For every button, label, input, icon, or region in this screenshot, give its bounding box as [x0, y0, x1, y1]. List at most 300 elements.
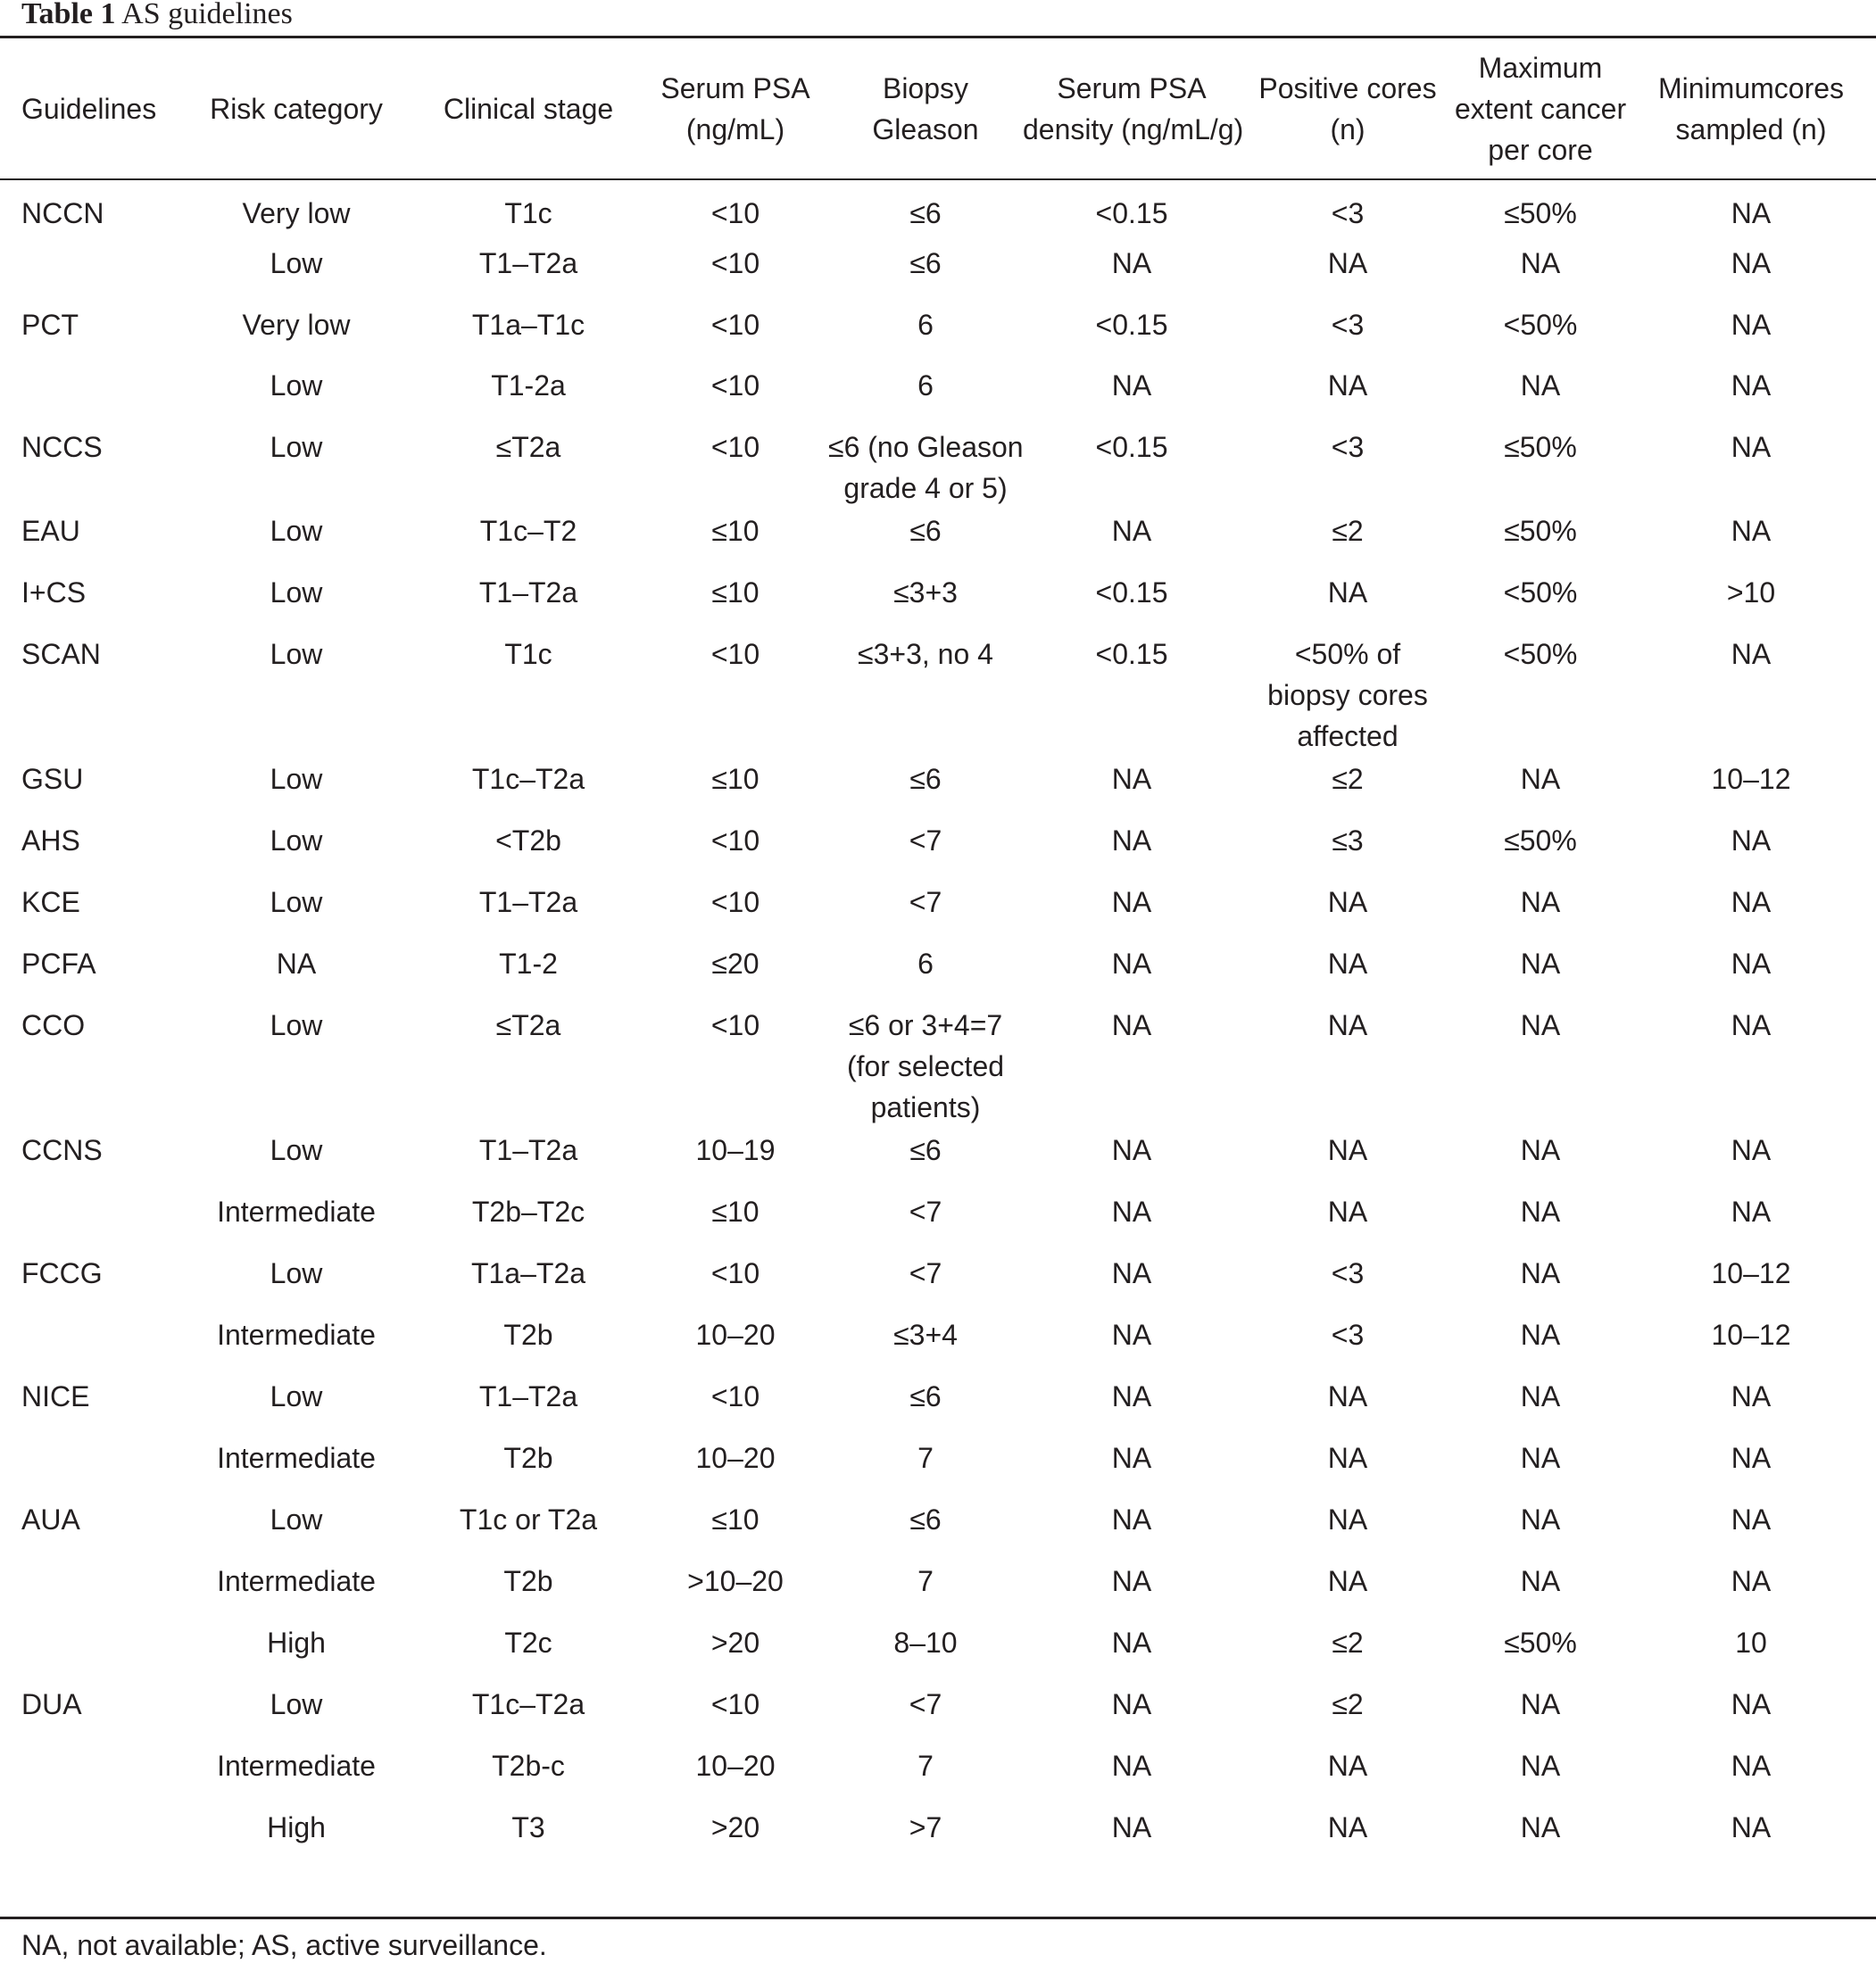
- table-cell: [414, 1682, 643, 1744]
- table-cell: [1455, 1003, 1626, 1128]
- table-cell: [643, 509, 828, 570]
- table-cell-line: NA: [1520, 1565, 1561, 1597]
- table-cell: [178, 1559, 414, 1620]
- table-cell: [828, 1620, 1023, 1682]
- table-cell-line: ≤6 (no Gleason: [828, 431, 1024, 463]
- table-cell-line: NA: [1327, 1134, 1368, 1166]
- table-cell-line: T1–T2a: [478, 247, 578, 279]
- table-cell-line: T1a–T1c: [471, 309, 585, 341]
- column-header-line: (n): [1330, 113, 1365, 145]
- table-cell-line: ≤3+3: [893, 576, 958, 609]
- table-cell-line: NA: [1111, 247, 1152, 279]
- table-cell: [1455, 941, 1626, 1003]
- table-cell: [1241, 509, 1455, 570]
- table-cell-line: NA: [1520, 1688, 1561, 1720]
- table-cell: [1455, 1620, 1626, 1682]
- table-cell-line: ≤6: [909, 1380, 942, 1412]
- table-cell-line: >7: [909, 1811, 942, 1843]
- table-cell-line: <0.15: [1095, 638, 1168, 670]
- table-row: [0, 757, 1876, 818]
- table-cell: [0, 570, 178, 632]
- table-cell: [1626, 241, 1876, 302]
- table-cell: [643, 1374, 828, 1436]
- column-header: [1455, 37, 1626, 180]
- table-cell: [1626, 1620, 1876, 1682]
- table-cell-line: AUA: [21, 1503, 80, 1536]
- table-cell: [828, 1313, 1023, 1374]
- table-cell: [1023, 1251, 1241, 1313]
- table-cell: [1626, 1251, 1876, 1313]
- table-cell-line: NA: [1520, 1380, 1561, 1412]
- column-header-line: extent cancer: [1455, 93, 1627, 125]
- column-header-line: sampled (n): [1675, 113, 1827, 145]
- table-cell: [1626, 1313, 1876, 1374]
- table-cell: [1241, 1497, 1455, 1559]
- table-cell-line: <0.15: [1095, 309, 1168, 341]
- table-cell: [0, 818, 178, 880]
- table-cell: [178, 1251, 414, 1313]
- table-cell: [1023, 241, 1241, 302]
- table-cell-line: ≤20: [711, 948, 760, 980]
- table-cell: [1626, 1497, 1876, 1559]
- table-cell: [1241, 632, 1455, 757]
- table-cell-line: T1c–T2: [479, 515, 577, 547]
- table-cell: [1023, 1805, 1241, 1867]
- table-row: [0, 302, 1876, 363]
- table-cell: [1455, 1251, 1626, 1313]
- table-cell: [0, 1436, 178, 1497]
- table-cell: [1626, 941, 1876, 1003]
- column-header-line: Gleason: [872, 113, 979, 145]
- table-cell-line: NA: [1111, 1319, 1152, 1351]
- table-cell-line: NA: [1731, 431, 1772, 463]
- table-cell-line: <50% of: [1294, 638, 1401, 670]
- table-cell: [828, 1436, 1023, 1497]
- table-cell: [1023, 1189, 1241, 1251]
- table-cell: [0, 1559, 178, 1620]
- table-cell: [178, 941, 414, 1003]
- table-cell-line: ≤T2a: [495, 1009, 561, 1041]
- table-cell-line: T1a–T2a: [470, 1257, 586, 1289]
- table-cell-line: <7: [909, 1196, 942, 1228]
- table-cell-line: NA: [1520, 1319, 1561, 1351]
- table-cell-line: ≤6: [909, 1503, 942, 1536]
- table-body: [0, 180, 1876, 1867]
- table-cell: [643, 241, 828, 302]
- table-cell: [1455, 509, 1626, 570]
- column-header-line: Clinical stage: [443, 93, 614, 125]
- table-cell: [414, 880, 643, 941]
- column-header-line: Serum PSA: [1057, 72, 1207, 104]
- table-cell: [828, 1003, 1023, 1128]
- table-cell-line: NA: [1111, 1565, 1152, 1597]
- table-cell: [828, 1374, 1023, 1436]
- column-header: [1626, 37, 1876, 180]
- table-cell: [0, 632, 178, 757]
- table-cell: [643, 941, 828, 1003]
- table-cell: [178, 1744, 414, 1805]
- table-cell: [1023, 1559, 1241, 1620]
- table-cell: [643, 302, 828, 363]
- table-cell: [1241, 1559, 1455, 1620]
- table-cell-line: NA: [1111, 886, 1152, 918]
- table-cell-line: 10–12: [1711, 1257, 1791, 1289]
- table-cell: [414, 1374, 643, 1436]
- table-cell: [178, 880, 414, 941]
- table-cell-line: Low: [270, 886, 323, 918]
- table-cell: [1023, 1682, 1241, 1744]
- table-cell: [643, 1744, 828, 1805]
- table-cell-line: AHS: [21, 824, 80, 857]
- table-cell-line: NA: [1520, 948, 1561, 980]
- table-cell: [1241, 363, 1455, 425]
- table-cell-line: NA: [1731, 1442, 1772, 1474]
- table-row: [0, 1251, 1876, 1313]
- table-cell: [828, 425, 1023, 509]
- table-row: [0, 425, 1876, 509]
- table-cell: [828, 941, 1023, 1003]
- table-cell-line: NA: [1327, 1503, 1368, 1536]
- table-cell: [828, 509, 1023, 570]
- table-cell: [178, 1682, 414, 1744]
- table-row: [0, 1620, 1876, 1682]
- table-cell: [643, 1003, 828, 1128]
- table-cell-line: <3: [1331, 1257, 1365, 1289]
- table-cell: [0, 1620, 178, 1682]
- table-cell: [828, 180, 1023, 241]
- table-cell: [1241, 941, 1455, 1003]
- table-cell: [1626, 1682, 1876, 1744]
- table-cell: [1023, 180, 1241, 241]
- table-cell: [828, 1805, 1023, 1867]
- table-cell-line: Intermediate: [217, 1750, 376, 1782]
- table-cell: [1455, 241, 1626, 302]
- table-cell-line: Intermediate: [217, 1196, 376, 1228]
- table-cell: [0, 509, 178, 570]
- table-cell: [1626, 1805, 1876, 1867]
- table-cell-line: ≤3: [1332, 824, 1364, 857]
- table-cell: [828, 1559, 1023, 1620]
- table-cell: [414, 1313, 643, 1374]
- table-cell: [1241, 1313, 1455, 1374]
- table-cell-line: 10–12: [1711, 1319, 1791, 1351]
- table-cell-line: >10: [1726, 576, 1776, 609]
- table-cell: [414, 632, 643, 757]
- table-cell-line: ≤3+4: [893, 1319, 958, 1351]
- table-cell: [643, 1497, 828, 1559]
- table-cell-line: 10–20: [695, 1750, 776, 1782]
- table-cell: [1023, 757, 1241, 818]
- table-cell: [0, 1805, 178, 1867]
- table-cell-line: NA: [1327, 369, 1368, 402]
- table-cell-line: NA: [1111, 1750, 1152, 1782]
- table-cell: [643, 570, 828, 632]
- table-cell-line: NA: [1731, 1134, 1772, 1166]
- table-cell: [1241, 757, 1455, 818]
- table-cell: [178, 757, 414, 818]
- table-cell-line: NA: [1731, 824, 1772, 857]
- table-cell-line: 7: [917, 1565, 934, 1597]
- table-cell: [1455, 180, 1626, 241]
- table-cell: [828, 757, 1023, 818]
- table-cell-line: Low: [270, 824, 323, 857]
- table-cell-line: High: [267, 1627, 326, 1659]
- table-cell-line: ≤10: [711, 1503, 760, 1536]
- table-cell-line: High: [267, 1811, 326, 1843]
- table-cell-line: ≤50%: [1504, 515, 1577, 547]
- table-cell-line: <10: [710, 824, 760, 857]
- column-header-line: (ng/mL): [685, 113, 785, 145]
- table-cell-line: ≤10: [711, 1196, 760, 1228]
- column-header-line: Risk category: [210, 93, 383, 125]
- table-cell-line: NA: [1731, 1009, 1772, 1041]
- table-cell: [1241, 880, 1455, 941]
- table-cell: [414, 1251, 643, 1313]
- table-cell: [1455, 757, 1626, 818]
- table-cell: [1455, 818, 1626, 880]
- table-cell-line: <3: [1331, 431, 1365, 463]
- table-cell-line: Low: [270, 515, 323, 547]
- table-cell-line: NA: [1731, 638, 1772, 670]
- table-cell-line: Low: [270, 247, 323, 279]
- table-cell-line: ≤3+3, no 4: [858, 638, 993, 670]
- table-caption-label: Table 1: [21, 0, 116, 30]
- column-header: [1023, 37, 1244, 180]
- table-cell-line: Low: [270, 576, 323, 609]
- table-cell: [1023, 1128, 1241, 1189]
- table-cell-line: <10: [710, 638, 760, 670]
- table-row: [0, 1682, 1876, 1744]
- table-cell: [828, 632, 1023, 757]
- table-cell-line: NA: [1327, 1380, 1368, 1412]
- table-cell: [643, 1251, 828, 1313]
- table-cell: [1455, 1744, 1626, 1805]
- table-cell: [178, 1374, 414, 1436]
- table-cell-line: ≤6: [909, 515, 942, 547]
- table-cell: [643, 1805, 828, 1867]
- table-cell: [414, 941, 643, 1003]
- table-cell-line: <10: [710, 197, 760, 229]
- table-cell-line: (for selected: [846, 1050, 1005, 1082]
- table-cell: [828, 1497, 1023, 1559]
- table-cell-line: Low: [270, 763, 323, 795]
- table-cell-line: T1–T2a: [478, 1380, 578, 1412]
- table-cell-line: NA: [1731, 247, 1772, 279]
- table-header-row: [0, 37, 1876, 180]
- table-cell: [1023, 1620, 1241, 1682]
- table-cell-line: <3: [1331, 309, 1365, 341]
- column-header: [178, 37, 414, 180]
- table-cell-line: NA: [1111, 948, 1152, 980]
- table-cell-line: NA: [1520, 1811, 1561, 1843]
- table-cell-line: Low: [270, 638, 323, 670]
- column-header: [414, 37, 643, 180]
- table-cell: [414, 1128, 643, 1189]
- table-cell-line: 7: [917, 1750, 934, 1782]
- table-cell: [0, 880, 178, 941]
- table-cell-line: ≤10: [711, 763, 760, 795]
- table-cell-line: NA: [1327, 1442, 1368, 1474]
- table-cell-line: <T2b: [495, 824, 561, 857]
- table-cell: [1626, 363, 1876, 425]
- table-cell-line: <10: [710, 247, 760, 279]
- table-cell-line: T3: [511, 1811, 545, 1843]
- table-cell: [1455, 1805, 1626, 1867]
- table-cell: [1626, 632, 1876, 757]
- table-cell-line: T1c or T2a: [459, 1503, 598, 1536]
- column-header-line: Positive cores: [1258, 72, 1437, 104]
- table-cell-line: <50%: [1503, 576, 1578, 609]
- table-cell: [1626, 880, 1876, 941]
- table-cell-line: NA: [1731, 1503, 1772, 1536]
- table-cell: [643, 1559, 828, 1620]
- table-cell-line: Low: [270, 1257, 323, 1289]
- column-header: [0, 37, 178, 180]
- table-cell: [0, 1313, 178, 1374]
- table-cell: [178, 1436, 414, 1497]
- table-cell-line: 6: [917, 948, 934, 980]
- table-cell-line: 10: [1735, 1627, 1767, 1659]
- table-cell: [1626, 302, 1876, 363]
- table-cell: [0, 180, 178, 241]
- table-cell-line: Low: [270, 1380, 323, 1412]
- table-cell-line: NA: [1111, 824, 1152, 857]
- table-cell-line: ≤2: [1332, 1627, 1364, 1659]
- table-cell-line: NA: [1111, 1627, 1152, 1659]
- table-cell-line: NA: [1327, 1196, 1368, 1228]
- table-cell-line: T2b: [503, 1565, 553, 1597]
- table-cell-line: <0.15: [1095, 431, 1168, 463]
- table-row: [0, 1436, 1876, 1497]
- table-cell-line: NA: [1731, 948, 1772, 980]
- column-header-line: Guidelines: [21, 93, 157, 125]
- table-cell: [1241, 1374, 1455, 1436]
- table-cell: [1241, 1744, 1455, 1805]
- table-cell: [414, 425, 643, 509]
- table-row: [0, 1559, 1876, 1620]
- table-cell: [1023, 1436, 1241, 1497]
- table-cell-line: NA: [1731, 515, 1772, 547]
- table-cell: [828, 363, 1023, 425]
- table-cell: [1455, 302, 1626, 363]
- table-cell: [414, 1497, 643, 1559]
- table-row: [0, 1003, 1876, 1128]
- table-cell-line: NA: [1111, 1134, 1152, 1166]
- table-cell-line: <0.15: [1095, 576, 1168, 609]
- table-cell-line: SCAN: [21, 638, 101, 670]
- table-cell: [1455, 570, 1626, 632]
- table-cell: [0, 363, 178, 425]
- table-cell-line: T2b-c: [492, 1750, 565, 1782]
- table-cell-line: ≤10: [711, 515, 760, 547]
- table-cell: [643, 1189, 828, 1251]
- column-header: [643, 37, 828, 180]
- table-cell: [1241, 302, 1455, 363]
- table-cell-line: ≤50%: [1504, 197, 1577, 229]
- table-cell-line: >10–20: [687, 1565, 784, 1597]
- table-cell: [0, 1128, 178, 1189]
- table-cell-line: NA: [1111, 515, 1152, 547]
- table-cell-line: <7: [909, 824, 942, 857]
- table-cell-line: NA: [1520, 1134, 1561, 1166]
- table-cell-line: T2b: [503, 1319, 553, 1351]
- table-row: [0, 941, 1876, 1003]
- table-cell: [178, 1128, 414, 1189]
- table-cell: [0, 1003, 178, 1128]
- table-row: [0, 818, 1876, 880]
- table-cell-line: T1c–T2a: [471, 763, 585, 795]
- table-cell-line: T1–T2a: [478, 886, 578, 918]
- table-cell-line: NA: [1327, 948, 1368, 980]
- table-cell: [0, 941, 178, 1003]
- table-cell-line: Intermediate: [217, 1442, 376, 1474]
- table-cell-line: T1-2: [499, 948, 558, 980]
- table-row: [0, 363, 1876, 425]
- table-cell: [1023, 570, 1241, 632]
- table-cell: [0, 1374, 178, 1436]
- table-cell-line: ≤T2a: [495, 431, 561, 463]
- table-cell: [414, 241, 643, 302]
- table-cell-line: <10: [710, 1688, 760, 1720]
- table-cell: [1023, 880, 1241, 941]
- table-cell-line: Low: [270, 1688, 323, 1720]
- table-cell-line: NA: [1327, 886, 1368, 918]
- table-cell: [178, 1497, 414, 1559]
- table-cell-line: NA: [1111, 1196, 1152, 1228]
- table-cell-line: NA: [1327, 576, 1368, 609]
- table-cell-line: PCT: [21, 309, 79, 341]
- table-cell: [828, 1189, 1023, 1251]
- table-cell-line: CCO: [21, 1009, 86, 1041]
- table-cell-line: NA: [1520, 369, 1561, 402]
- table-cell-line: PCFA: [21, 948, 96, 980]
- table-cell: [178, 363, 414, 425]
- table-cell: [178, 570, 414, 632]
- table-cell: [1241, 1189, 1455, 1251]
- table-cell: [1626, 509, 1876, 570]
- table-cell: [414, 1559, 643, 1620]
- table-cell: [1626, 818, 1876, 880]
- table-cell-line: NA: [1111, 1688, 1152, 1720]
- table-cell-line: NA: [1731, 1380, 1772, 1412]
- table-cell-line: NA: [1111, 1009, 1152, 1041]
- table-cell-line: NA: [1520, 1009, 1561, 1041]
- table-cell-line: NCCS: [21, 431, 103, 463]
- table-cell-line: 7: [917, 1442, 934, 1474]
- table-cell: [643, 180, 828, 241]
- table-row: [0, 1374, 1876, 1436]
- table-cell: [643, 1128, 828, 1189]
- table-cell: [414, 1805, 643, 1867]
- table-cell-line: <3: [1331, 197, 1365, 229]
- table-cell-line: DUA: [21, 1688, 82, 1720]
- table-cell: [1626, 570, 1876, 632]
- table-cell: [1023, 1003, 1241, 1128]
- table-cell-line: 10–19: [695, 1134, 776, 1166]
- table-cell-line: T1-2a: [491, 369, 566, 402]
- table-cell: [0, 1189, 178, 1251]
- table-cell: [1626, 1436, 1876, 1497]
- column-header-line: Biopsy: [882, 72, 969, 104]
- table-cell-line: <3: [1331, 1319, 1365, 1351]
- table-cell: [414, 302, 643, 363]
- table-footnote: NA, not available; AS, active surveillance.: [21, 1929, 547, 1961]
- table-cell: [1626, 180, 1876, 241]
- table-cell-line: <10: [710, 886, 760, 918]
- table-cell-line: NA: [1111, 1503, 1152, 1536]
- table-cell-line: T1c–T2a: [471, 1688, 585, 1720]
- table-cell-line: <7: [909, 1257, 942, 1289]
